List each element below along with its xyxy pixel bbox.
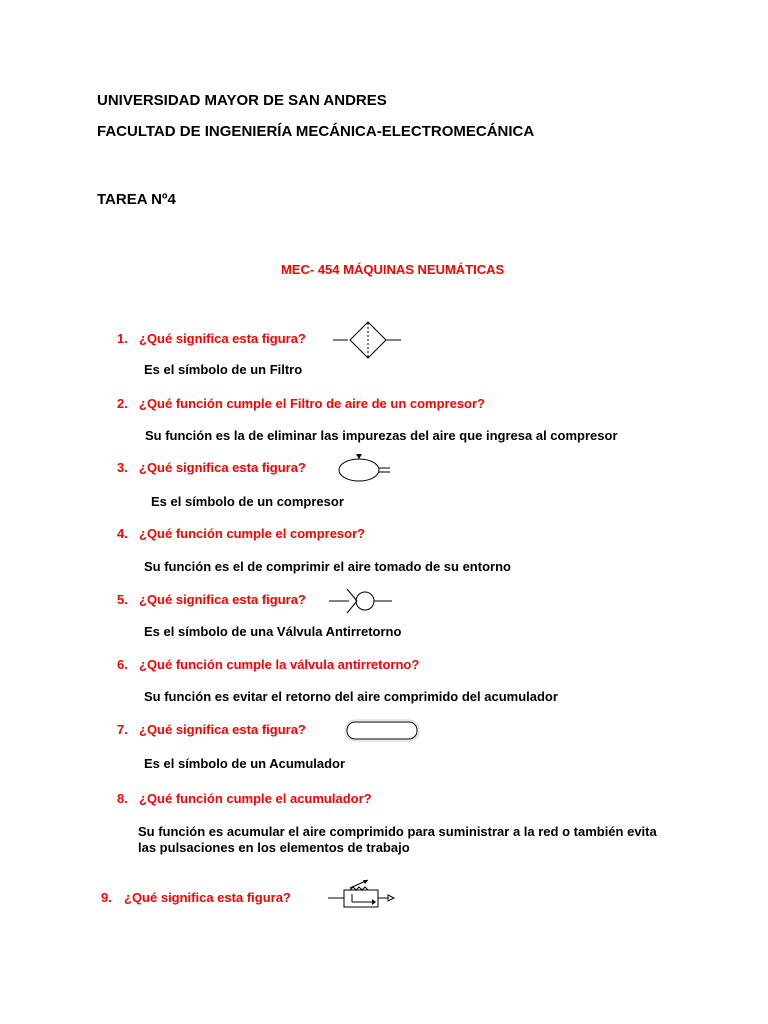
adjustable-valve-icon (328, 876, 398, 912)
question-text: ¿Qué función cumple la válvula antirretorno? (139, 657, 420, 672)
question-text: ¿Qué función cumple el acumulador? (139, 791, 372, 806)
check-valve-icon (329, 587, 393, 615)
filter-icon (333, 320, 403, 360)
question-number: 6. (117, 657, 128, 672)
faculty-name: FACULTAD DE INGENIERÍA MECÁNICA-ELECTROMECÁNICA (97, 123, 535, 140)
answer-4: Su función es el de comprimir el aire tomado de su entorno (144, 559, 511, 574)
question-number: 2. (117, 396, 128, 411)
answer-2: Su función es la de eliminar las impurezas del aire que ingresa al compresor (145, 428, 618, 443)
course-title: MEC- 454 MÁQUINAS NEUMÁTICAS (281, 262, 505, 277)
question-number: 1. (117, 331, 128, 346)
question-text: ¿Qué significa esta figura? (139, 592, 306, 607)
compressor-icon (338, 454, 394, 486)
question-5 (117, 592, 306, 607)
question-text: ¿Qué función cumple el Filtro de aire de un compresor? (139, 396, 485, 411)
question-4 (117, 526, 365, 541)
question-2 (117, 396, 485, 411)
question-number: 8. (117, 791, 128, 806)
university-name: UNIVERSIDAD MAYOR DE SAN ANDRES (97, 92, 387, 109)
question-number: 4. (117, 526, 128, 541)
question-number: 5. (117, 592, 128, 607)
question-number: 9. (101, 890, 112, 905)
question-3 (117, 460, 306, 475)
question-text: ¿Qué función cumple el compresor? (139, 526, 366, 541)
answer-8-line-2: las pulsaciones en los elementos de trabajo (138, 840, 410, 855)
question-number: 7. (117, 722, 128, 737)
question-6 (117, 657, 419, 672)
question-text: ¿Qué significa esta figura? (139, 722, 306, 737)
question-text: ¿Qué significa esta figura? (124, 890, 291, 905)
answer-8-line-1: Su función es acumular el aire comprimido para suministrar a la red o también evita (138, 824, 657, 839)
question-number: 3. (117, 460, 128, 475)
question-1 (117, 331, 306, 346)
question-8 (117, 791, 372, 806)
question-text: ¿Qué significa esta figura? (139, 460, 306, 475)
answer-7: Es el símbolo de un Acumulador (144, 756, 346, 771)
question-text: ¿Qué significa esta figura? (139, 331, 306, 346)
question-9 (101, 890, 291, 905)
answer-3: Es el símbolo de un compresor (151, 494, 344, 509)
answer-5: Es el símbolo de una Válvula Antirretorno (144, 624, 402, 639)
answer-1: Es el símbolo de un Filtro (144, 362, 303, 377)
accumulator-icon (339, 720, 425, 742)
question-7 (117, 722, 306, 737)
answer-6: Su función es evitar el retorno del aire comprimido del acumulador (144, 689, 558, 704)
assignment-title: TAREA Nº4 (97, 191, 176, 208)
